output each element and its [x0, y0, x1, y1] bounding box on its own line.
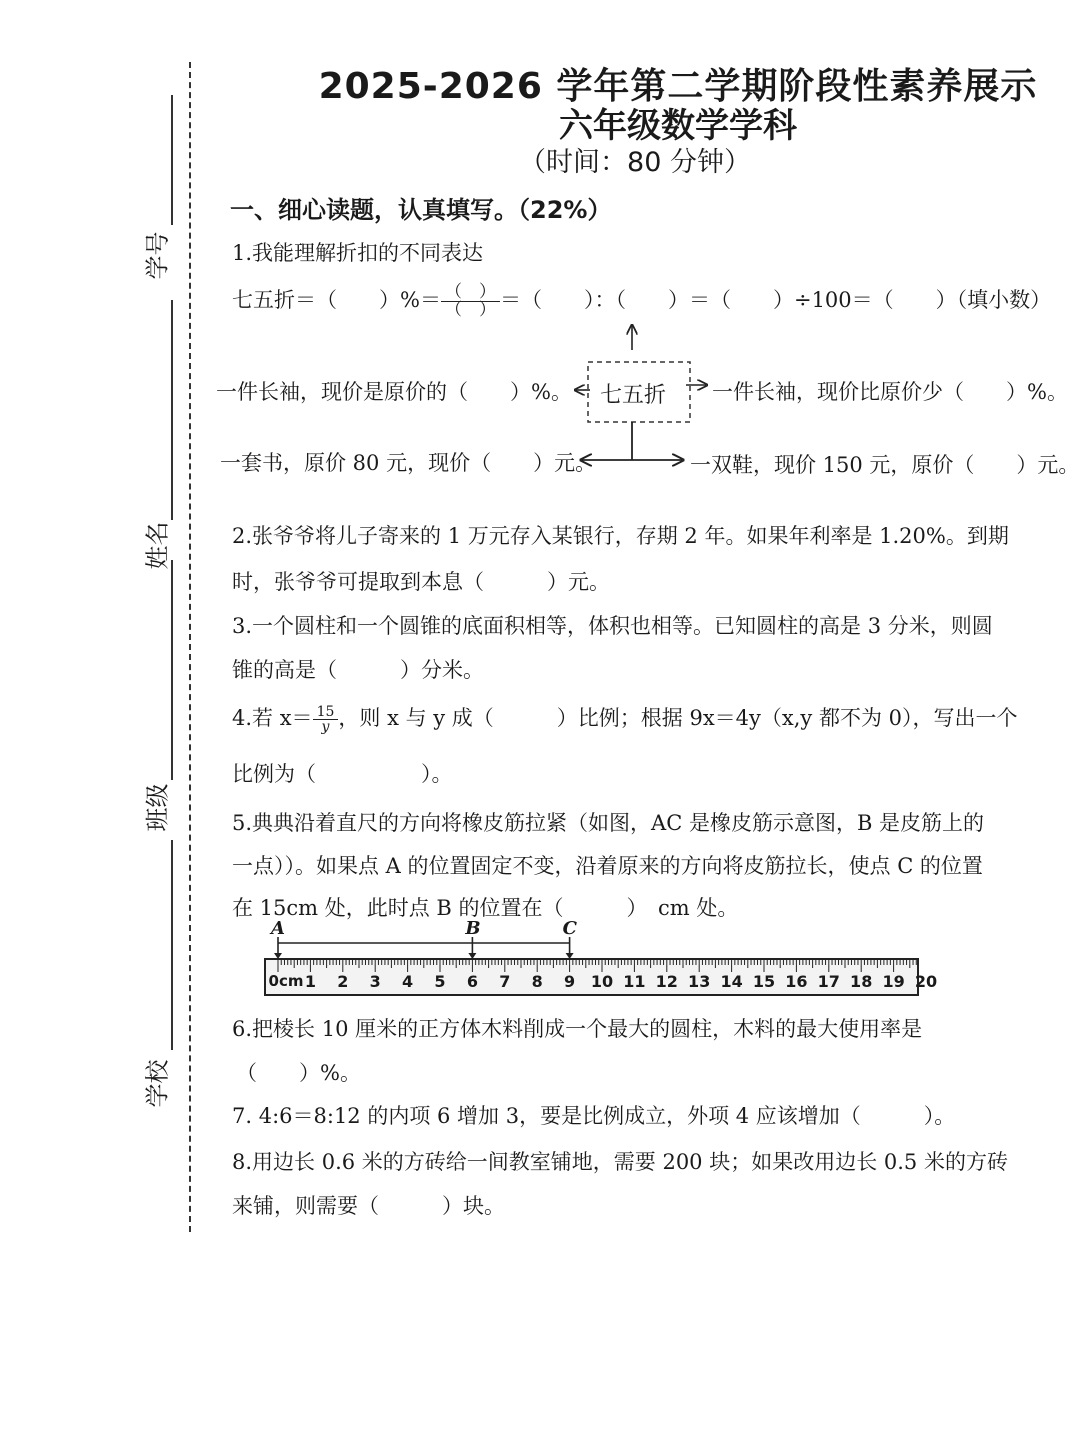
- q4-suffix: ，则 x 与 y 成（ ）比例；根据 9x＝4y（x,y 都不为 0），写出一个: [338, 706, 1018, 730]
- ruler-number: 1: [304, 972, 316, 991]
- q1-left-mid: 一件长袖，现价是原价的（ ）%。: [216, 380, 572, 404]
- ruler-number: 17: [817, 972, 840, 991]
- q7-line1: 7. 4:6＝8:12 的内项 6 增加 3，要是比例成立，外项 4 应该增加（ ）。: [232, 1104, 956, 1128]
- section-heading: 一、细心读题，认真填写。（22%）: [230, 196, 612, 224]
- q4-prefix: 4.若 x＝: [232, 706, 313, 730]
- q1-intro: 1.我能理解折扣的不同表达: [232, 241, 484, 265]
- q1-frac-den: （ ）: [444, 300, 496, 320]
- q6-line1: 6.把棱长 10 厘米的正方体木料削成一个最大的圆柱，木料的最大使用率是: [232, 1017, 923, 1041]
- ruler: [264, 958, 938, 996]
- q4-frac-den: y: [321, 719, 330, 735]
- q2-line2: 时，张爷爷可提取到本息（ ）元。: [232, 570, 610, 594]
- name-label: 姓名: [143, 521, 172, 570]
- ruler-number: 20: [914, 972, 938, 991]
- q1-eq-b: ＝（ ）：（ ）＝（ ）÷100＝（ ）（填小数）: [499, 288, 1052, 312]
- ruler-number: 9: [564, 972, 576, 991]
- class-line: [171, 560, 173, 780]
- ruler-number: 14: [720, 972, 743, 991]
- point-label-b: B: [465, 918, 481, 939]
- q2-line1: 2.张爷爷将儿子寄来的 1 万元存入某银行，存期 2 年。如果年利率是 1.20%。到期: [232, 524, 1009, 548]
- student-id-label: 学号: [143, 231, 172, 280]
- ruler-number: 8: [531, 972, 543, 991]
- q1-right-bottom: 一双鞋，现价 150 元，原价（ ）元。: [690, 453, 1080, 477]
- exam-subtitle: 六年级数学学科: [559, 106, 797, 146]
- q4-frac-num: 15: [313, 705, 339, 720]
- ruler-number: 18: [850, 972, 873, 991]
- q8-line2: 来铺，则需要（ ）块。: [232, 1194, 505, 1218]
- ruler-number: 10: [590, 972, 614, 991]
- q3-line2: 锥的高是（ ）分米。: [232, 658, 484, 682]
- ruler-number: 4: [402, 972, 414, 991]
- ruler-number: 3: [369, 972, 381, 991]
- q3-line1: 3.一个圆柱和一个圆锥的底面积相等，体积也相等。已知圆柱的高是 3 分米，则圆: [232, 614, 993, 638]
- q5-line1: 5.典典沿着直尺的方向将橡皮筋拉紧（如图，AC 是橡皮筋示意图，B 是皮筋上的: [232, 811, 985, 835]
- ruler-number: 12: [655, 972, 678, 991]
- q1-arrow-diagram: [0, 0, 1080, 500]
- q5-line3: 在 15cm 处，此时点 B 的位置在（ ） cm 处。: [232, 896, 739, 920]
- exam-time: （时间：80 分钟）: [519, 147, 751, 178]
- q1-frac-num: （ ）: [441, 284, 500, 302]
- q5-line2: 一点））。如果点 A 的位置固定不变，沿着原来的方向将皮筋拉长，使点 C 的位置: [232, 854, 983, 878]
- q4-fraction: [313, 705, 339, 734]
- ruler-number: 15: [752, 972, 776, 991]
- q1-center-label: 七五折: [600, 383, 667, 408]
- point-label-a: A: [271, 918, 285, 939]
- q6-line2: （ ）%。: [236, 1061, 361, 1085]
- ruler-number: 7: [499, 972, 511, 991]
- q4-line2: 比例为（ ）。: [232, 762, 453, 786]
- class-label: 班级: [143, 783, 172, 832]
- ruler-number: 6: [466, 972, 478, 991]
- ruler-number: 2: [337, 972, 349, 991]
- school-label: 学校: [143, 1059, 172, 1108]
- q4-line1: [232, 702, 1018, 734]
- exam-title: 2025-2026 学年第二学期阶段性素养展示: [318, 66, 1038, 107]
- ruler-number: 5: [434, 972, 446, 991]
- q1-left-bottom: 一套书，原价 80 元，现价（ ）元。: [220, 451, 597, 475]
- q1-right-mid: 一件长袖，现价比原价少（ ）%。: [712, 380, 1068, 404]
- ruler-zero-label: 0cm: [268, 972, 304, 990]
- ruler-number: 16: [785, 972, 808, 991]
- point-label-c: C: [562, 918, 577, 939]
- q1-eq-a: 七五折＝（ ）%＝: [232, 288, 441, 312]
- q8-line1: 8.用边长 0.6 米的方砖给一间教室铺地，需要 200 块；如果改用边长 0.5 米的方砖: [232, 1150, 1008, 1174]
- ruler-number: 11: [623, 972, 646, 991]
- ruler-number: 13: [688, 972, 711, 991]
- ruler-number: 19: [882, 972, 905, 991]
